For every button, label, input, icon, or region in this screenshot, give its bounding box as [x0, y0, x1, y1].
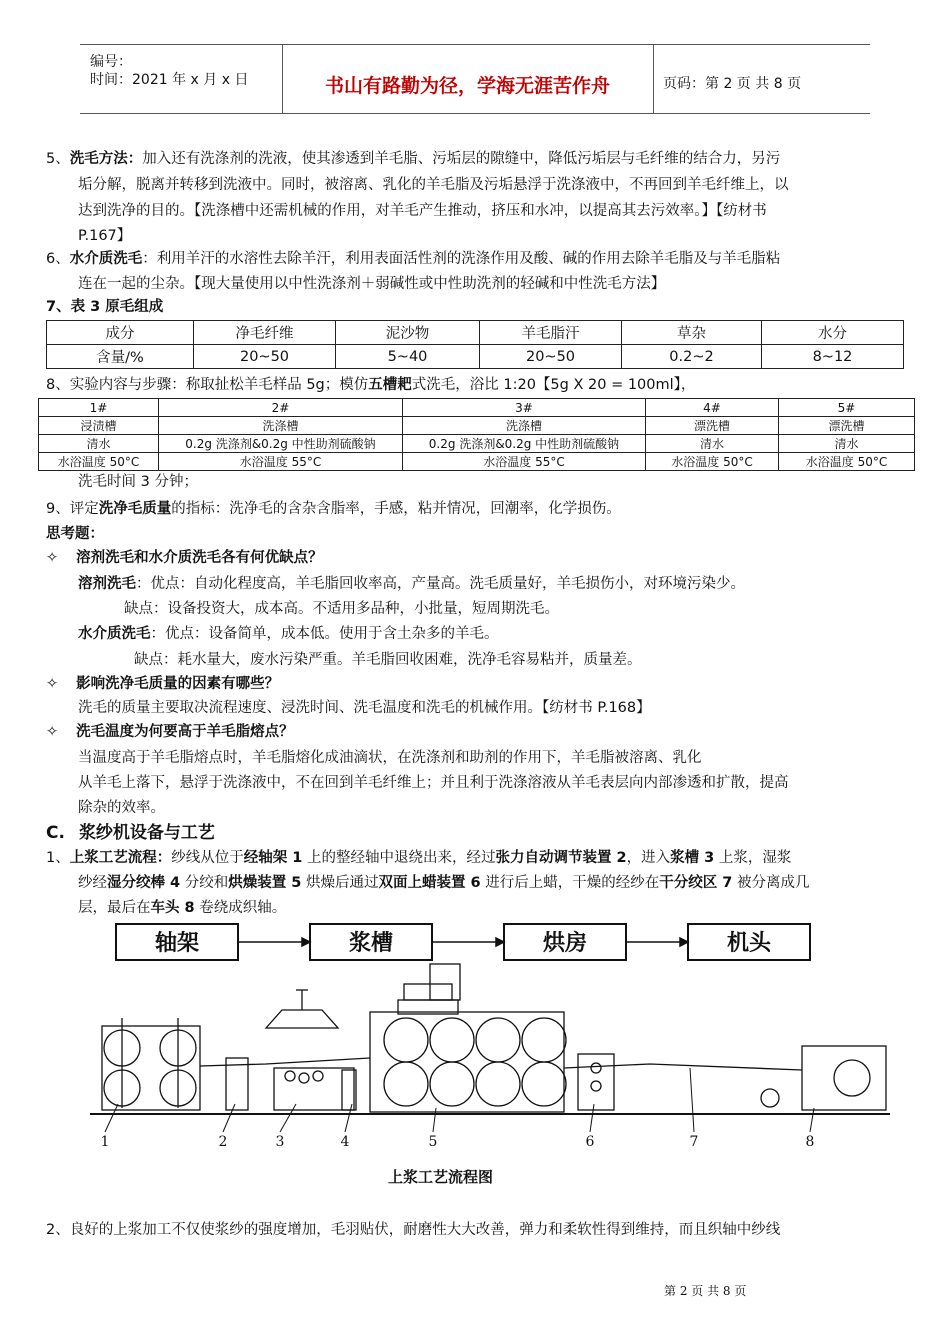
table-cell: 5~40 [336, 345, 480, 369]
s9-bold: 洗净毛质量 [98, 501, 172, 517]
bold-term: 烘燥装置 5 [228, 875, 302, 891]
table-cell: 水浴温度 50°C [646, 453, 779, 471]
text-run: 被分离成几 [732, 875, 810, 891]
text-run: 烘燥后通过 [301, 875, 379, 891]
header-page-cell [653, 45, 870, 113]
table-header-row [47, 321, 904, 345]
table-cell: 漂洗槽 [779, 417, 915, 435]
q3-line [46, 722, 294, 742]
table-cell: 水浴温度 55°C [403, 453, 646, 471]
s5-num: 5、 [46, 151, 70, 167]
a2-text: 洗毛的质量主要取决流程速度、浸洗时间、洗毛温度和洗毛的机械作用。【纺材书 P.168】 [78, 700, 651, 716]
text-run: 进行后上蜡，干燥的经纱在 [480, 875, 660, 891]
table-cell: 羊毛脂汗 [480, 321, 622, 345]
s5-line3: 达到洗净的目的。【洗涤槽中还需机械的作用，对羊毛产生推动，挤压和水冲，以提高其去污效率。】【纺材书 [78, 203, 767, 219]
table-cell: 3# [403, 399, 646, 417]
table-cell: 水分 [762, 321, 904, 345]
solvent-pros-line [78, 574, 745, 594]
text-run: 上浆，湿浆 [714, 850, 792, 866]
s5-line2: 垢分解，脱离并转移到洗液中。同时，被溶离、乳化的羊毛脂及污垢悬浮于洗涤液中，不再回到羊毛纤维上，以 [78, 177, 789, 193]
s5-title: 洗毛方法： [69, 151, 143, 167]
table-row [47, 345, 904, 369]
solvent-title: 溶剂洗毛 [78, 576, 136, 592]
q3-text: 洗毛温度为何要高于羊毛脂熔点？ [76, 724, 294, 740]
table-cell: 漂洗槽 [646, 417, 779, 435]
page-label: 页码：第 2 页 共 8 页 [663, 76, 802, 92]
s5-line4: P.167】 [78, 228, 132, 244]
page-footer: 第 2 页 共 8 页 [664, 1284, 747, 1298]
q2-text: 影响洗净毛质量的因素有哪些？ [76, 676, 280, 692]
text-run: 卷绕成织轴。 [194, 900, 287, 916]
text-run: 分绞和 [180, 875, 229, 891]
a3-line3: 除杂的效率。 [78, 800, 165, 816]
c1-line1 [46, 848, 791, 868]
table-cell: 5# [779, 399, 915, 417]
text-run: ，进入 [626, 850, 671, 866]
s8-line [46, 375, 695, 395]
bold-term: 上浆工艺流程： [69, 850, 172, 866]
q1-line [46, 548, 323, 568]
c2-num: 2、 [46, 1222, 70, 1238]
table-cell: 成分 [47, 321, 194, 345]
header-motto-cell [282, 45, 654, 113]
wash-time: 洗毛时间 3 分钟； [78, 474, 198, 490]
c1-line3 [78, 898, 286, 918]
text-run: 上的整经轴中退绕出来，经过 [302, 850, 496, 866]
header-info-cell [80, 45, 283, 113]
diagram-number: 6 [585, 1134, 595, 1150]
a3-line1: 当温度高于羊毛脂熔点时，羊毛脂熔化成油滴状，在洗涤剂和助剂的作用下，羊毛脂被溶离、乳化 [78, 750, 702, 766]
leader-lines [105, 1068, 814, 1132]
bold-term: 浆槽 3 [670, 850, 715, 866]
table-cell: 0.2g 洗涤剂&0.2g 中性助剂硫酸钠 [159, 435, 403, 453]
solvent-cons: 缺点：设备投资大，成本高。不适用多品种，小批量，短周期洗毛。 [124, 601, 559, 617]
diagram-number: 8 [805, 1134, 815, 1150]
diagram-number: 7 [689, 1134, 699, 1150]
water-pros-line [78, 624, 499, 644]
diagram-caption: 上浆工艺流程图 [388, 1168, 494, 1186]
flow-label: 轴架 [154, 930, 200, 956]
table-cell: 2# [159, 399, 403, 417]
s6-line1 [46, 249, 780, 269]
c1-text1 [70, 850, 792, 866]
q1-text: 溶剂洗毛和水介质洗毛各有何优缺点？ [76, 550, 323, 566]
table-cell: 清水 [779, 435, 915, 453]
table-cell: 含量/% [47, 345, 194, 369]
s8-post: 式洗毛，浴比 1:20【5g X 20 = 100ml】， [411, 377, 696, 393]
water-title: 水介质洗毛 [78, 626, 151, 642]
s6-text1: ：利用羊汗的水溶性去除羊汗，利用表面活性剂的洗涤作用及酸、碱的作用去除羊毛脂及与羊毛脂粘 [142, 251, 781, 267]
bold-term: 张力自动调节装置 2 [495, 850, 627, 866]
table-row [39, 435, 915, 453]
c2-line [46, 1220, 780, 1240]
bold-term: 湿分绞棒 4 [107, 875, 181, 891]
s5-text1: 加入还有洗涤剂的洗液，使其渗透到羊毛脂、污垢层的隙缝中，降低污垢层与毛纤维的结合力，另污 [142, 151, 781, 167]
flow-label: 机头 [726, 930, 772, 956]
bold-term: 车头 8 [150, 900, 195, 916]
diagram-number: 2 [218, 1134, 228, 1150]
table-cell: 清水 [646, 435, 779, 453]
bold-term: 干分绞区 7 [659, 875, 733, 891]
table-cell: 洗涤槽 [159, 417, 403, 435]
water-pros: ：优点：设备简单，成本低。使用于含土杂多的羊毛。 [150, 626, 499, 642]
s5-line1 [46, 149, 780, 169]
section-c-title: 浆纱机设备与工艺 [78, 823, 215, 843]
a3-line2: 从羊毛上落下，悬浮于洗涤液中，不在回到羊毛纤维上；并且利于洗涤溶液从羊毛表层向内部渗透和扩散，提高 [78, 775, 789, 791]
table-cell: 1# [39, 399, 159, 417]
table-cell: 泥沙物 [336, 321, 480, 345]
bold-term: 经轴架 1 [243, 850, 303, 866]
text-run: 纱经 [78, 875, 107, 891]
solvent-pros: ：优点：自动化程度高，羊毛脂回收率高，产量高。洗毛质量好，羊毛损伤小，对环境污染少。 [136, 576, 745, 592]
c1-num: 1、 [46, 850, 70, 866]
q2-line [46, 674, 279, 694]
water-cons: 缺点：耗水量大，废水污染严重。羊毛脂回收困难，洗净毛容易粘并，质量差。 [134, 652, 642, 668]
table-cell: 清水 [39, 435, 159, 453]
c1-line2 [78, 873, 810, 893]
diagram-number: 5 [428, 1134, 438, 1150]
code-label: 编号： [90, 54, 132, 70]
flow-arrows [238, 938, 688, 946]
diagram-number: 4 [340, 1134, 350, 1150]
flow-label: 烘房 [542, 930, 588, 956]
machine-drawing [90, 964, 890, 1114]
s9-post: 的指标：洗净毛的含杂含脂率，手感，粘并情况，回潮率，化学损伤。 [171, 501, 621, 517]
motto: 书山有路勤为径，学海无涯苦作舟 [324, 75, 610, 97]
section-c-heading [46, 822, 215, 844]
section-c-label: C. [46, 823, 65, 843]
s6-title: 水介质洗毛 [69, 251, 143, 267]
diagram-number: 3 [275, 1134, 285, 1150]
table-cell: 0.2~2 [622, 345, 762, 369]
s6-num: 6、 [46, 251, 70, 267]
table-cell: 净毛纤维 [194, 321, 336, 345]
table-cell: 8~12 [762, 345, 904, 369]
table-cell: 水浴温度 50°C [39, 453, 159, 471]
think-title: 思考题： [46, 526, 104, 542]
table-cell: 水浴温度 50°C [779, 453, 915, 471]
s8-pre: 8、实验内容与步骤：称取扯松羊毛样品 5g；模仿 [46, 377, 369, 393]
text-run: 层，最后在 [78, 900, 151, 916]
s6-line2: 连在一起的尘杂。【现大量使用以中性洗涤剂＋弱碱性或中性助洗剂的轻碱和中性洗毛方法】 [78, 276, 666, 292]
raw-wool-table [46, 320, 904, 369]
diamond-bullet-icon: ✧ [46, 676, 59, 692]
s8-bold: 五槽耙 [368, 377, 412, 393]
s9-line [46, 499, 621, 519]
table-row [39, 417, 915, 435]
diamond-bullet-icon: ✧ [46, 550, 59, 566]
sizing-process-diagram [90, 918, 910, 1158]
diagram-number: 1 [100, 1134, 110, 1150]
diamond-bullet-icon: ✧ [46, 724, 59, 740]
text-run: 纱线从位于 [171, 850, 244, 866]
table-cell: 20~50 [480, 345, 622, 369]
bold-term: 双面上蜡装置 6 [378, 875, 481, 891]
table-cell: 草杂 [622, 321, 762, 345]
table-cell: 浸渍槽 [39, 417, 159, 435]
page-header [80, 44, 870, 114]
table-cell: 水浴温度 55°C [159, 453, 403, 471]
table-cell: 0.2g 洗涤剂&0.2g 中性助剂硫酸钠 [403, 435, 646, 453]
table-cell: 洗涤槽 [403, 417, 646, 435]
flow-label: 浆槽 [348, 930, 394, 956]
s9-pre: 9、评定 [46, 501, 99, 517]
table-row [39, 399, 915, 417]
s7-title: 7、表 3 原毛组成 [46, 299, 164, 315]
table-row [39, 453, 915, 471]
c2-text: 良好的上浆加工不仅使浆纱的强度增加，毛羽贴伏，耐磨性大大改善，弹力和柔软性得到维持，而且织轴中纱线 [69, 1222, 781, 1238]
time-label: 时间：2021 年 x 月 x 日 [90, 72, 249, 88]
table-cell: 4# [646, 399, 779, 417]
experiment-table [38, 398, 915, 471]
table-cell: 20~50 [194, 345, 336, 369]
